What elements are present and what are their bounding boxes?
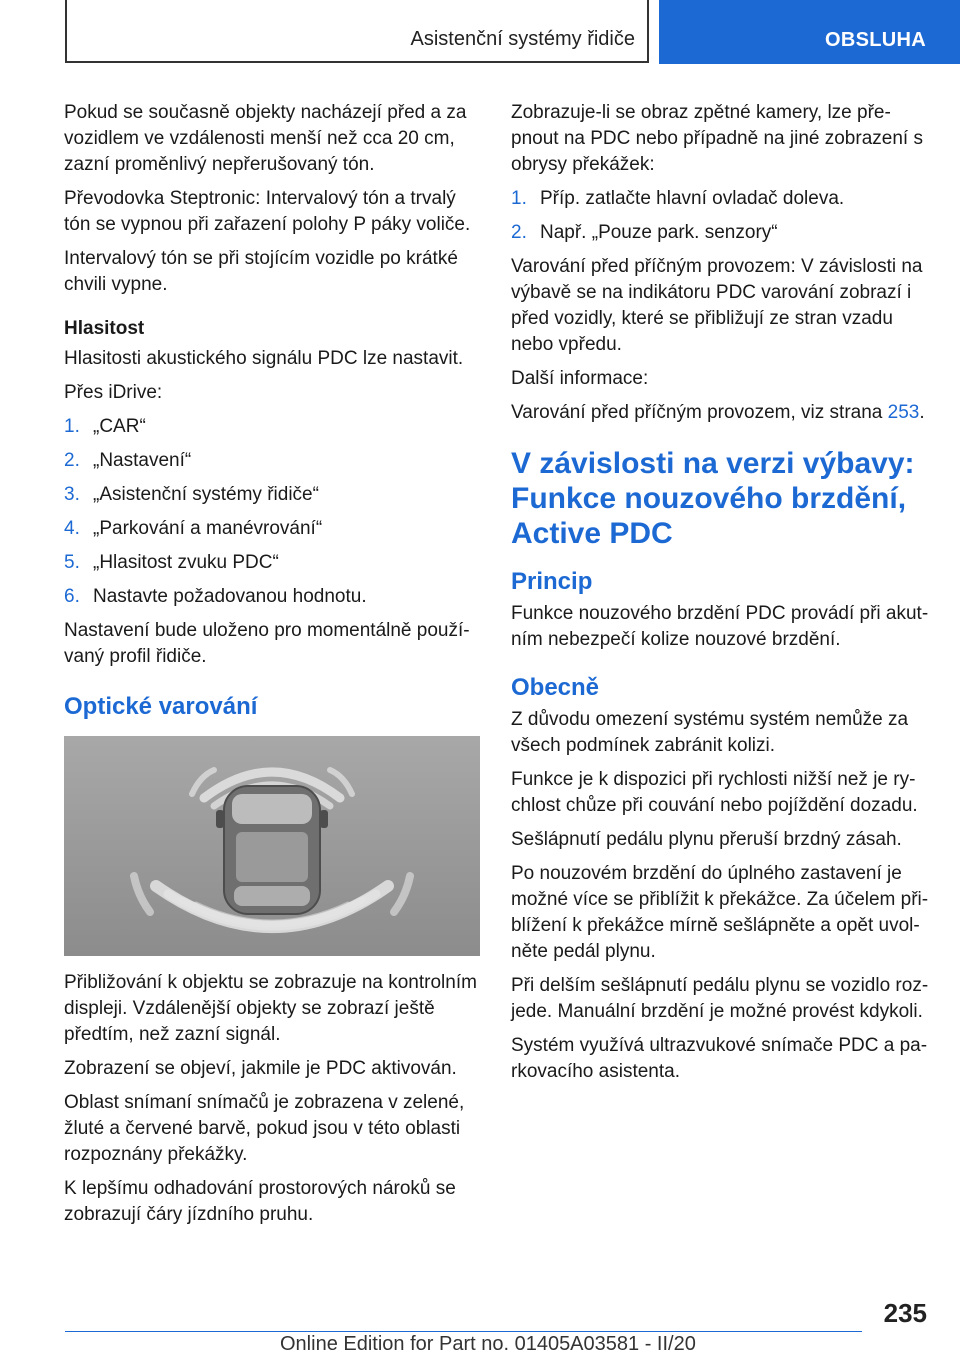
paragraph: Přibližování k objektu se zobrazuje na kontrolním displeji. Vzdálenější objekty se zobrazí ještě předtím, než zazní signál. bbox=[64, 972, 477, 1045]
step-text: Příp. zatlačte hlavní ovladač doleva. bbox=[540, 188, 845, 209]
paragraph: Nastavení bude uloženo pro momentálně používaný profil řidiče. bbox=[64, 620, 470, 667]
optical-warning-heading: Optické varování bbox=[64, 693, 258, 720]
step-text: „CAR“ bbox=[93, 416, 146, 437]
step-text: Např. „Pouze park. senzory“ bbox=[540, 222, 778, 243]
paragraph: Další informace: bbox=[511, 368, 649, 389]
paragraph: Pokud se současně objekty nacházejí před a za vozidlem ve vzdálenosti menší než cca 20 cm, zazní proměnlivý nepřerušovaný tón. bbox=[64, 102, 467, 175]
list-item bbox=[64, 516, 484, 542]
heading-line: Funkce nouzového brzdění, bbox=[511, 482, 907, 515]
list-item bbox=[64, 448, 484, 474]
idrive-steps-list bbox=[64, 414, 484, 610]
step-number: 4. bbox=[64, 518, 80, 539]
right-column bbox=[511, 100, 931, 1093]
header-section-box bbox=[65, 0, 649, 63]
paragraph: Funkce nouzového brzdění PDC provádí při akutním nebezpečí kolize nouzové brzdění. bbox=[511, 603, 929, 650]
left-column bbox=[64, 100, 484, 1236]
paragraph: Hlasitosti akustického signálu PDC lze nastavit. bbox=[64, 348, 464, 369]
step-number: 2. bbox=[511, 222, 527, 243]
step-number: 3. bbox=[64, 484, 80, 505]
step-number: 5. bbox=[64, 552, 80, 573]
pdc-car-illustration bbox=[64, 736, 480, 956]
step-text: „Parkování a manévrování“ bbox=[93, 518, 323, 539]
volume-heading: Hlasitost bbox=[64, 318, 145, 339]
list-item bbox=[64, 482, 484, 508]
paragraph: Zobrazuje-li se obraz zpětné kamery, lze přepnout na PDC nebo případně na jiné zobrazení s obrysy překážek: bbox=[511, 102, 923, 175]
paragraph: Intervalový tón se při stojícím vozidle po krátké chvili vypne. bbox=[64, 248, 458, 295]
paragraph: Zobrazení se objeví, jakmile je PDC aktivován. bbox=[64, 1058, 457, 1079]
page-link[interactable]: 253 bbox=[887, 402, 920, 423]
page-number: 235 bbox=[883, 1298, 927, 1328]
heading-line: V závislosti na verzi výbavy: bbox=[511, 447, 915, 480]
list-item bbox=[64, 550, 484, 576]
principle-heading: Princip bbox=[511, 568, 593, 595]
list-item bbox=[511, 220, 931, 246]
car-top-view bbox=[216, 786, 328, 914]
step-text: „Asistenční systémy řidiče“ bbox=[93, 484, 319, 505]
paragraph: Přes iDrive: bbox=[64, 382, 163, 403]
cross-reference-text: Varování před příčným provozem, viz strana bbox=[511, 402, 888, 423]
paragraph: Sešlápnutí pedálu plynu přeruší brzdný zásah. bbox=[511, 829, 902, 850]
paragraph: Převodovka Steptronic: Intervalový tón a trvalý tón se vypnou při zařazení polohy P páky voliče. bbox=[64, 188, 471, 235]
step-number: 6. bbox=[64, 586, 80, 607]
step-number: 1. bbox=[64, 416, 80, 437]
step-text: „Hlasitost zvuku PDC“ bbox=[93, 552, 279, 573]
cross-reference-end: . bbox=[919, 402, 925, 423]
step-number: 1. bbox=[511, 188, 527, 209]
list-item bbox=[64, 584, 484, 610]
step-text: Nastavte požadovanou hodnotu. bbox=[93, 586, 367, 607]
heading-line: Active PDC bbox=[511, 517, 673, 550]
display-steps-list bbox=[511, 186, 931, 246]
paragraph: Varování před příčným provozem: V závislosti na výbavě se na indikátoru PDC varování zobrazí i před vozidly, které se přibližují ze stran vzadu nebo vpředu. bbox=[511, 256, 923, 355]
paragraph: Z důvodu omezení systému systém nemůže za všech podmínek zabránit kolizi. bbox=[511, 709, 909, 756]
paragraph: Funkce je k dispozici při rychlosti nižší než je rychlost chůze při couvání nebo pojíždění dozadu. bbox=[511, 769, 918, 816]
chapter-tab-label: OBSLUHA bbox=[825, 29, 926, 51]
step-text: „Nastavení“ bbox=[93, 450, 192, 471]
paragraph: Při delším sešlápnutí pedálu plynu se vozidlo rozjede. Manuální brzdění je možné provést kdykoli. bbox=[511, 975, 929, 1022]
step-number: 2. bbox=[64, 450, 80, 471]
edition-footer: Online Edition for Part no. 01405A03581 - II/20 bbox=[280, 1333, 696, 1355]
list-item bbox=[511, 186, 931, 212]
paragraph: Po nouzovém brzdění do úplného zastavení je možné více se přiblížit k překážce. Za účelem přiblížení k překážce mírně sešlápněte a opět uvolněte pedál plynu. bbox=[511, 863, 929, 962]
chapter-tab[interactable] bbox=[659, 0, 960, 64]
list-item bbox=[64, 414, 484, 440]
section-title: Asistenční systémy řidiče bbox=[410, 28, 635, 50]
general-heading: Obecně bbox=[511, 674, 600, 701]
paragraph: K lepšímu odhadování prostorových nároků se zobrazují čáry jízdního pruhu. bbox=[64, 1178, 456, 1225]
cross-reference-paragraph bbox=[511, 400, 931, 426]
paragraph: Oblast snímaní snímačů je zobrazena v zelené, žluté a červené barvě, pokud jsou v této oblasti rozpoznány překážky. bbox=[64, 1092, 465, 1165]
emergency-braking-heading bbox=[511, 446, 931, 551]
footer-divider bbox=[65, 1331, 862, 1332]
paragraph: Systém využívá ultrazvukové snímače PDC a parkovacího asistenta. bbox=[511, 1035, 928, 1082]
pdc-display-figure bbox=[64, 736, 480, 956]
